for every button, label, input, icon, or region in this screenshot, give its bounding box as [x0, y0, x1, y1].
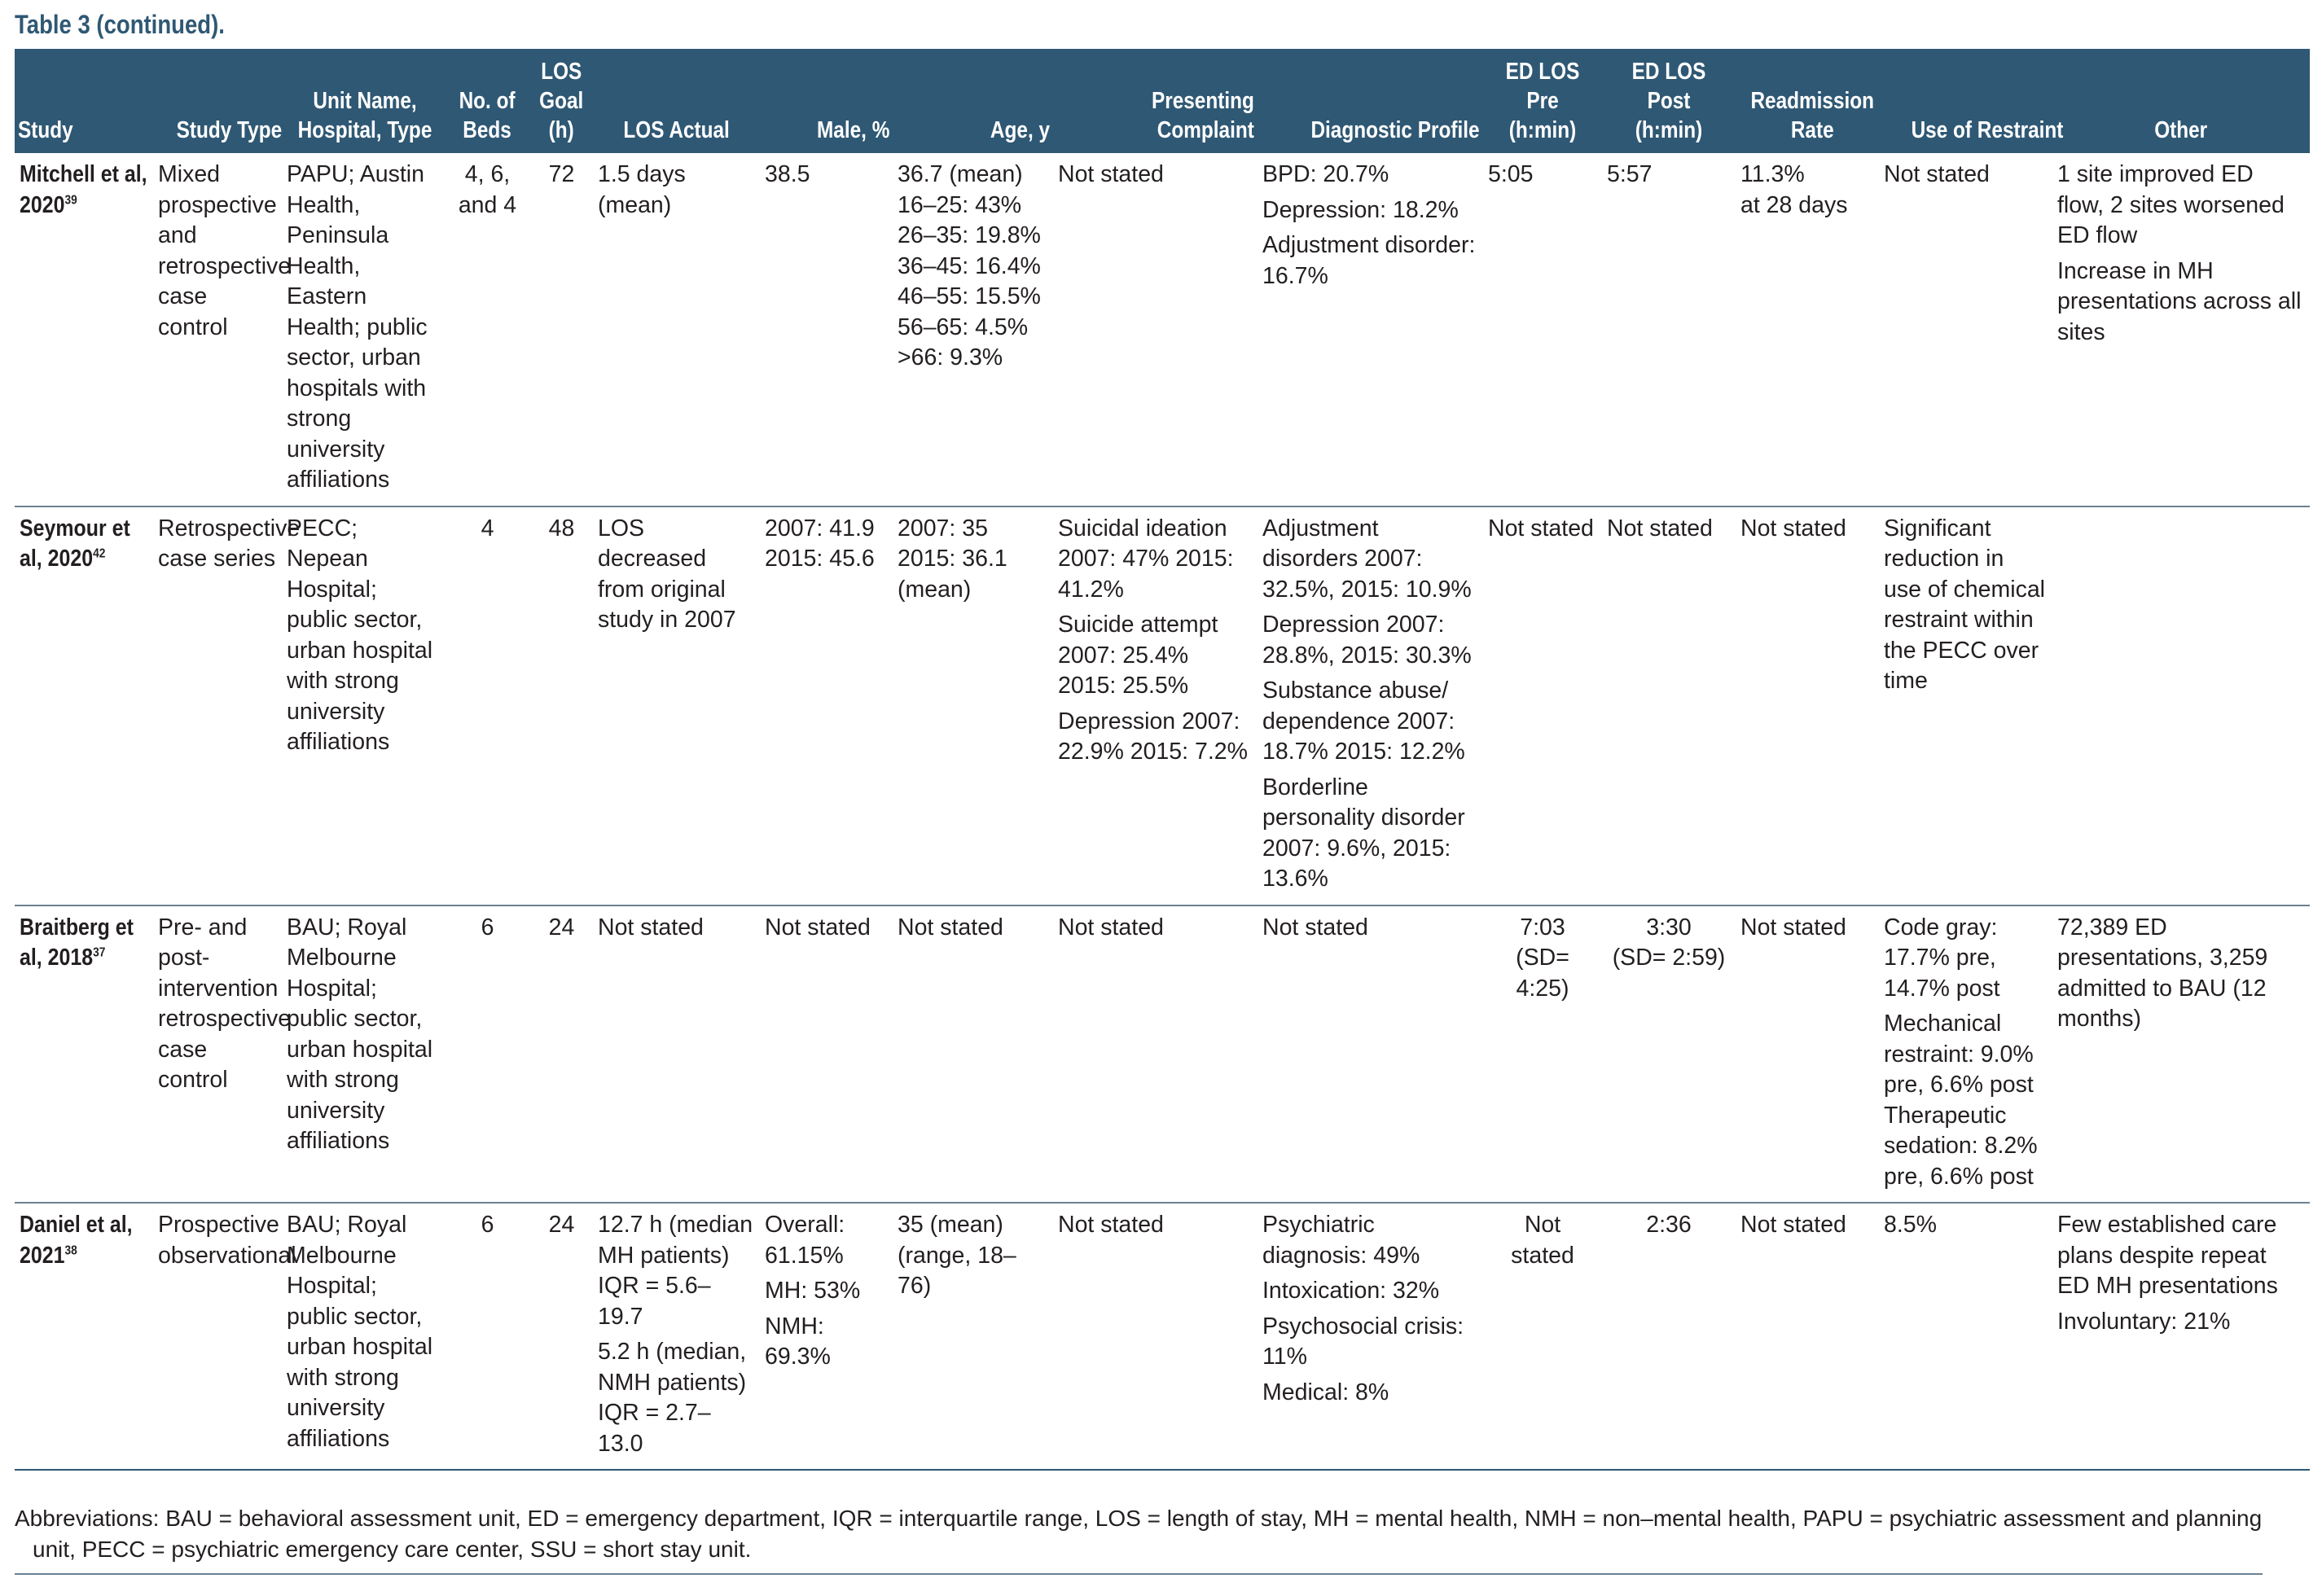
readmission-cell: Not stated	[1736, 1203, 1879, 1470]
ed-pre-cell: 5:05	[1483, 153, 1602, 506]
readmission-cell: Not stated	[1736, 506, 1879, 905]
study-cell: Daniel et al, 2021$^{38}$	[15, 1203, 153, 1470]
restraint-cell: 8.5%	[1879, 1203, 2052, 1470]
readmission-cell: Not stated	[1736, 905, 1879, 1204]
beds-cell: 6	[445, 905, 530, 1204]
los-goal-cell: 24	[530, 1203, 593, 1470]
other-cell	[2052, 506, 2310, 905]
table-row-braitberg	[15, 905, 2310, 1204]
age-cell: 35 (mean) (range, 18–76)	[893, 1203, 1053, 1470]
header-readmission-rate: Readmission Rate	[1736, 49, 1879, 153]
complaint-cell: Not stated	[1053, 1203, 1258, 1470]
los-goal-cell: 48	[530, 506, 593, 905]
other-cell: Few established care plans despite repeat ED MH presentations Involuntary: 21%	[2052, 1203, 2310, 1470]
diagnostic-cell: Adjustment disorders 2007: 32.5%, 2015: 10.9% Depression 2007: 28.8%, 2015: 30.3% Substance abuse/ dependence 2007: 18.7% 2015: 12.2% Borderline personality disorder 2007: 9.6%, 2015: 13.6%	[1258, 506, 1483, 905]
abbreviations-footnote	[15, 1503, 2295, 1565]
los-actual-cell: 12.7 h (median MH patients) IQR = 5.6–19.7 5.2 h (median, NMH patients) IQR = 2.7–13.0	[593, 1203, 760, 1470]
header-other: Other	[2052, 49, 2310, 153]
study-type-cell: Retrospective case series	[153, 506, 282, 905]
other-cell: 1 site improved ED flow, 2 sites worsened ED flow Increase in MH presentations across all sites	[2052, 153, 2310, 506]
footer-rule	[15, 1573, 2263, 1575]
header-age: Age, y	[893, 49, 1053, 153]
table-row-seymour	[15, 506, 2310, 905]
table-caption: Table 3 (continued).	[15, 10, 225, 39]
ed-pre-cell: Not stated	[1483, 506, 1602, 905]
age-cell: 2007: 35 2015: 36.1 (mean)	[893, 506, 1053, 905]
header-row	[15, 49, 2310, 153]
unit-cell: BAU; Royal Melbourne Hospital; public sector, urban hospital with strong university affiliations	[282, 905, 445, 1204]
male-cell: 38.5	[760, 153, 893, 506]
male-cell: Overall: 61.15% MH: 53% NMH: 69.3%	[760, 1203, 893, 1470]
beds-cell: 4	[445, 506, 530, 905]
header-beds: No. of Beds	[445, 49, 530, 153]
ed-pre-cell: Not stated	[1483, 1203, 1602, 1470]
header-los-goal: LOS Goal (h)	[530, 49, 593, 153]
readmission-cell: 11.3% at 28 days	[1736, 153, 1879, 506]
age-cell: 36.7 (mean) 16–25: 43% 26–35: 19.8% 36–45: 16.4% 46–55: 15.5% 56–65: 4.5% >66: 9.3%	[893, 153, 1053, 506]
ed-post-cell: Not stated	[1602, 506, 1736, 905]
restraint-cell: Not stated	[1879, 153, 2052, 506]
study-type-cell: Prospective observational	[153, 1203, 282, 1470]
diagnostic-cell: Not stated	[1258, 905, 1483, 1204]
complaint-cell: Not stated	[1053, 905, 1258, 1204]
beds-cell: 6	[445, 1203, 530, 1470]
header-ed-los-post: ED LOS Post (h:min)	[1602, 49, 1736, 153]
table-row-daniel	[15, 1203, 2310, 1470]
header-diagnostic-profile: Diagnostic Profile	[1258, 49, 1483, 153]
footnote-line-1: Abbreviations: BAU = behavioral assessment unit, ED = emergency department, IQR = interquartile range, LOS = length of stay, MH = mental health, NMH = non–mental health, PAPU = psychiatric assessment and planning	[15, 1506, 2263, 1531]
study-cell: Braitberg et al, 2018$^{37}$	[15, 905, 153, 1204]
los-goal-cell: 24	[530, 905, 593, 1204]
ed-post-cell: 5:57	[1602, 153, 1736, 506]
footnote-line-2: unit, PECC = psychiatric emergency care center, SSU = short stay unit.	[33, 1537, 752, 1562]
age-cell: Not stated	[893, 905, 1053, 1204]
other-cell: 72,389 ED presentations, 3,259 admitted to BAU (12 months)	[2052, 905, 2310, 1204]
ed-post-cell: 2:36	[1602, 1203, 1736, 1470]
results-table	[15, 49, 2310, 1471]
ed-pre-cell: 7:03 (SD= 4:25)	[1483, 905, 1602, 1204]
table-row-mitchell	[15, 153, 2310, 506]
los-actual-cell: Not stated	[593, 905, 760, 1204]
male-cell: 2007: 41.9 2015: 45.6	[760, 506, 893, 905]
complaint-cell: Suicidal ideation 2007: 47% 2015: 41.2% Suicide attempt 2007: 25.4% 2015: 25.5% Depression 2007: 22.9% 2015: 7.2%	[1053, 506, 1258, 905]
complaint-cell: Not stated	[1053, 153, 1258, 506]
restraint-cell: Code gray: 17.7% pre, 14.7% post Mechanical restraint: 9.0% pre, 6.6% post Therapeutic sedation: 8.2% pre, 6.6% post	[1879, 905, 2052, 1204]
study-cell: Mitchell et al, 2020$^{39}$	[15, 153, 153, 506]
beds-cell: 4, 6, and 4	[445, 153, 530, 506]
study-type-cell: Pre- and post-intervention retrospective case control	[153, 905, 282, 1204]
header-study-type: Study Type	[153, 49, 282, 153]
header-male: Male, %	[760, 49, 893, 153]
unit-cell: PECC; Nepean Hospital; public sector, urban hospital with strong university affiliations	[282, 506, 445, 905]
diagnostic-cell: BPD: 20.7% Depression: 18.2% Adjustment disorder: 16.7%	[1258, 153, 1483, 506]
male-cell: Not stated	[760, 905, 893, 1204]
header-unit-name: Unit Name, Hospital, Type	[282, 49, 445, 153]
ed-post-cell: 3:30 (SD= 2:59)	[1602, 905, 1736, 1204]
header-ed-los-pre: ED LOS Pre (h:min)	[1483, 49, 1602, 153]
study-cell: Seymour et al, 2020$^{42}$	[15, 506, 153, 905]
unit-cell: BAU; Royal Melbourne Hospital; public sector, urban hospital with strong university affiliations	[282, 1203, 445, 1470]
header-los-actual: LOS Actual	[593, 49, 760, 153]
los-goal-cell: 72	[530, 153, 593, 506]
header-presenting-complaint: Presenting Complaint	[1053, 49, 1258, 153]
header-use-of-restraint: Use of Restraint	[1879, 49, 2052, 153]
unit-cell: PAPU; Austin Health, Peninsula Health, Eastern Health; public sector, urban hospitals with strong university affiliations	[282, 153, 445, 506]
header-study: Study	[15, 49, 153, 153]
restraint-cell: Significant reduction in use of chemical restraint within the PECC over time	[1879, 506, 2052, 905]
study-type-cell: Mixed prospective and retrospective case control	[153, 153, 282, 506]
los-actual-cell: LOS decreased from original study in 2007	[593, 506, 760, 905]
los-actual-cell: 1.5 days (mean)	[593, 153, 760, 506]
diagnostic-cell: Psychiatric diagnosis: 49% Intoxication: 32% Psychosocial crisis: 11% Medical: 8%	[1258, 1203, 1483, 1470]
